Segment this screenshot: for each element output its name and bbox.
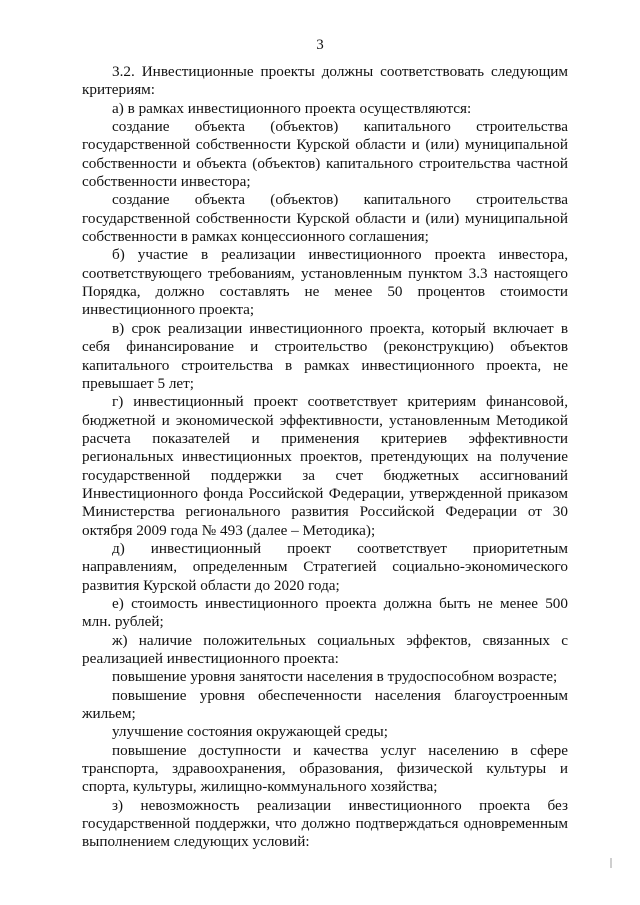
paragraph-effect-services: повышение доступности и качества услуг населению в сфере транспорта, здравоохранения, образования, физической культуры и спорта, культуры, жилищно-коммунального хозяйства;: [82, 741, 568, 796]
document-body: [82, 63, 568, 852]
paragraph-3-2-criteria: 3.2. Инвестиционные проекты должны соответствовать следующим критериям:: [82, 63, 568, 99]
paragraph-a-private-object: создание объекта (объектов) капитального строительства государственной собственности Курской области и (или) муниципальной собственности и объекта (объектов) капитального строительства частной собственности инвестора;: [82, 118, 568, 191]
paragraph-item-v: в) срок реализации инвестиционного проекта, который включает в себя финансирование и строительство (реконструкцию) объектов капитального строительства в рамках инвестиционного проекта, не превышает 5 лет;: [82, 319, 568, 392]
scan-mark: [610, 858, 612, 868]
paragraph-a-concession: создание объекта (объектов) капитального строительства государственной собственности Курской области и (или) муниципальной собственности в рамках концессионного соглашения;: [82, 191, 568, 246]
paragraph-item-zh: ж) наличие положительных социальных эффектов, связанных с реализацией инвестиционного проекта:: [82, 631, 568, 667]
paragraph-item-e: е) стоимость инвестиционного проекта должна быть не менее 500 млн. рублей;: [82, 594, 568, 631]
paragraph-item-z: з) невозможность реализации инвестиционного проекта без государственной поддержки, что должно подтверждаться одновременным выполнением следующих условий:: [82, 796, 568, 851]
paragraph-effect-employment: повышение уровня занятости населения в трудоспособном возрасте;: [112, 668, 558, 686]
paragraph-item-a: а) в рамках инвестиционного проекта осуществляются:: [112, 99, 472, 117]
paragraph-effect-housing: повышение уровня обеспеченности населения благоустроенным жильем;: [82, 686, 568, 723]
paragraph-effect-environment: улучшение состояния окружающей среды;: [112, 723, 388, 741]
paragraph-item-b: б) участие в реализации инвестиционного проекта инвестора, соответствующего требованиям, установленным пунктом 3.3 настоящего Порядка, должно составлять не менее 50 процентов стоимости инвестиционного проекта;: [82, 246, 568, 319]
paragraph-item-d: д) инвестиционный проект соответствует приоритетным направлениям, определенным Стратегией социально-экономического развития Курской области до 2020 года;: [82, 539, 568, 594]
paragraph-item-g: г) инвестиционный проект соответствует критериям финансовой, бюджетной и экономической эффективности, установленным Методикой расчета показателей и применения критериев эффективности региональных инвестиционных проектов, претендующих на получение государственной поддержки за счет бюджетных ассигнований Инвестиционного фонда Российской Федерации, утвержденной приказом Министерства регионального развития Российской Федерации от 30 октября 2009 года № 493 (далее – Методика);: [82, 393, 568, 539]
page-number: 3: [316, 37, 324, 53]
